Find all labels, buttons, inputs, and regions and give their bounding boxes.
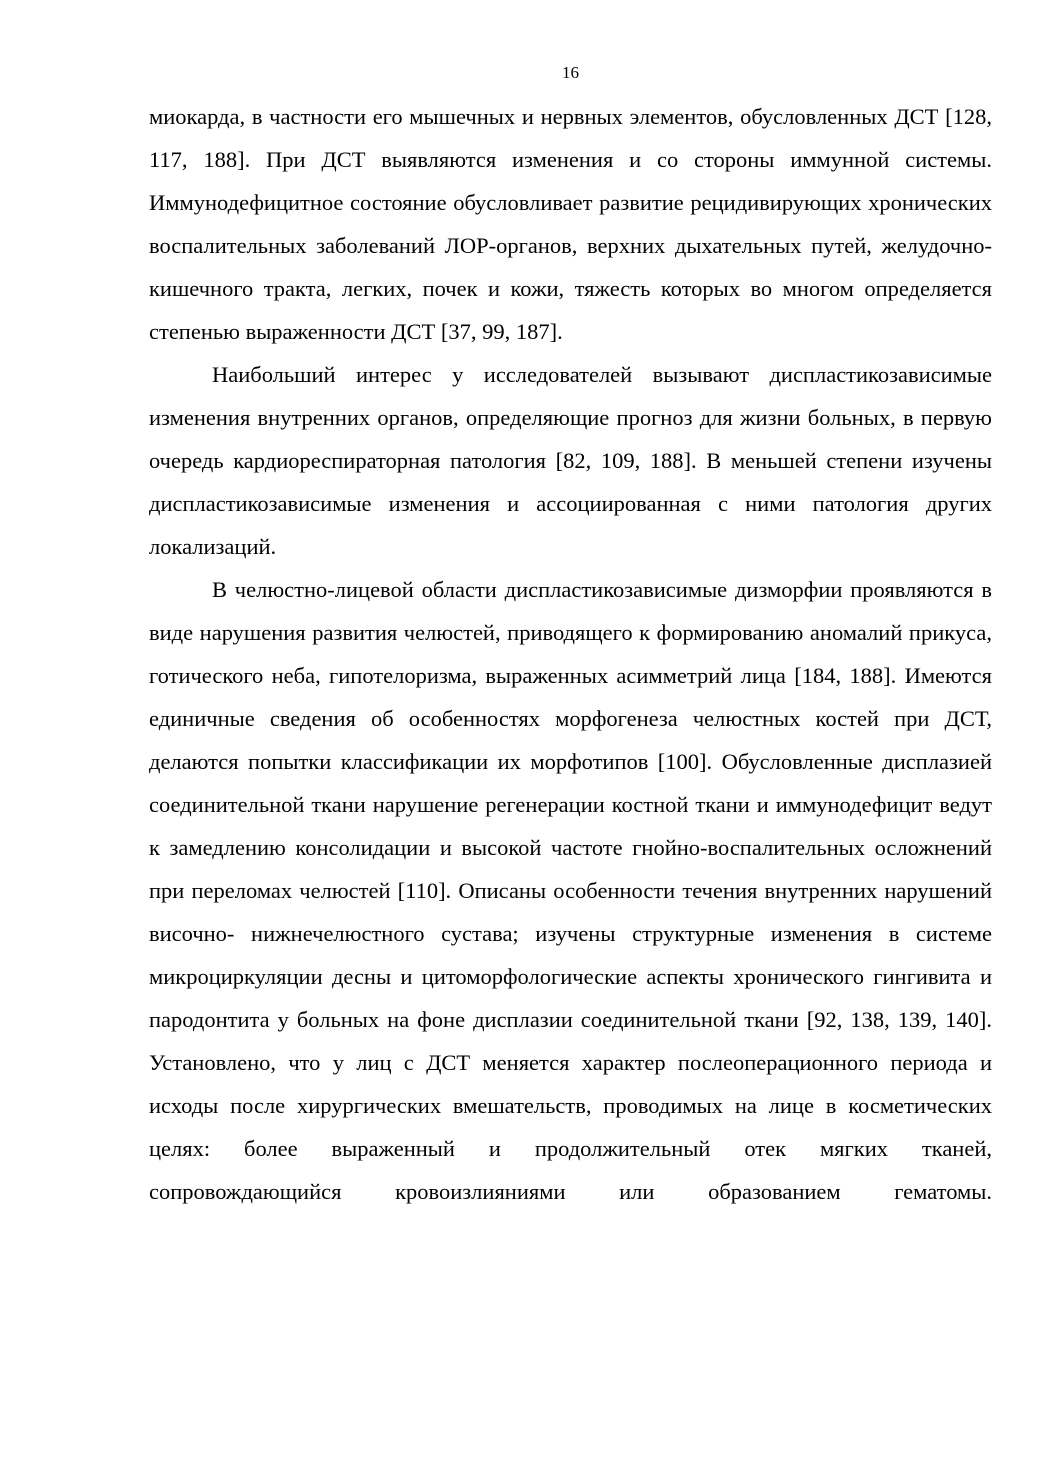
body-text [149,95,992,1213]
paragraph-continued: миокарда, в частности его мышечных и нервных элементов, обусловленных ДСТ [128, 117, 188]. При ДСТ выявляются изменения и со стороны иммунной системы. Иммунодефицитное состояние обусловливает развитие рецидивирующих хронических воспалительных заболеваний ЛОР-органов, верхних дыхательных путей, желудочно- кишечного тракта, легких, почек и кожи, тяжесть которых во многом определяется степенью выраженности ДСТ [37, 99, 187]. [149,104,992,344]
paragraph-maxillofacial-region: В челюстно-лицевой области диспластикозависимые дизморфии проявляются в виде нарушения развития челюстей, приводящего к формированию аномалий прикуса, готического неба, гипотелоризма, выраженных асимметрий лица [184, 188]. Имеются единичные сведения об особенностях морфогенеза челюстных костей при ДСТ, делаются попытки классификации их морфотипов [100]. Обусловленные дисплазией соединительной ткани нарушение регенерации костной ткани и иммунодефицит ведут к замедлению консолидации и высокой частоте гнойно-воспалительных осложнений при переломах челюстей [110]. Описаны особенности течения внутренних нарушений височно- нижнечелюстного сустава; изучены структурные изменения в системе микроциркуляции десны и цитоморфологические аспекты хронического гингивита и пародонтита у больных на фоне дисплазии соединительной ткани [92, 138, 139, 140]. Установлено, что у лиц с ДСТ меняется характер послеоперационного периода и исходы после хирургических вмешательств, проводимых на лице в косметических целях: более выраженный и продолжительный отек мягких тканей, сопровождающийся кровоизлияниями или образованием гематомы. [149,577,992,1204]
page-number: 16 [562,63,579,82]
paragraph-dysplasia-internal-organs: Наибольший интерес у исследователей вызывают диспластикозависимые изменения внутренних органов, определяющие прогноз для жизни больных, в первую очередь кардиореспираторная патология [82, 109, 188]. В меньшей степени изучены диспластикозависимые изменения и ассоциированная с ними патология других локализаций. [149,362,992,559]
